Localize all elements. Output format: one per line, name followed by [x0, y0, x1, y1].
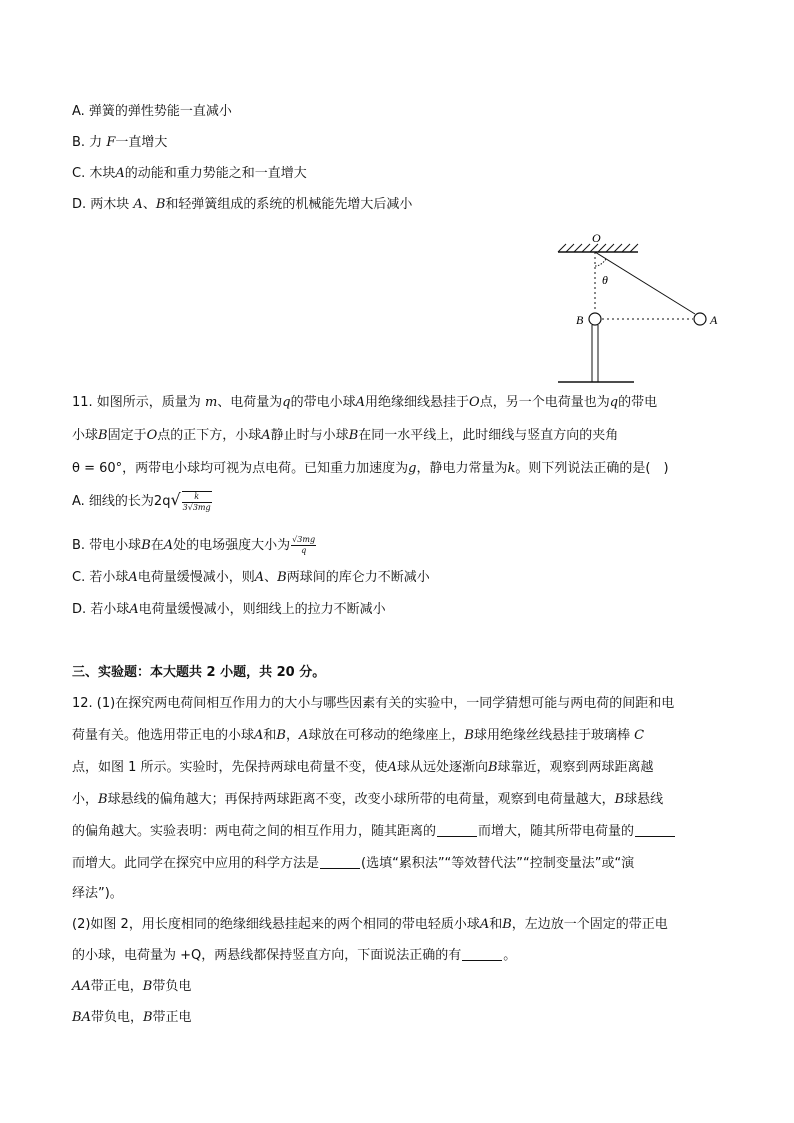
q11-option-b: B. 带电小球B在A处的电场强度大小为 $\frac{√3mg}{q}$ [72, 535, 316, 555]
q12-line-9: 的小球，电荷量为 +Q，两悬线都保持竖直方向，下面说法正确的有 。 [72, 948, 517, 963]
q10-option-d: D. 两木块 A、B和轻弹簧组成的系统的机械能先增大后减小 [72, 197, 413, 212]
q10-option-a: A. 弹簧的弹性势能一直减小 [72, 104, 232, 119]
q11-option-c: C. 若小球A电荷量缓慢减小，则A、B两球间的库仑力不断减小 [72, 570, 430, 585]
answer-blank-3[interactable] [320, 854, 360, 869]
ball-a [694, 313, 706, 325]
q12-line-1: 12. (1)在探究两电荷间相互作用力的大小与哪些因素有关的实验中，一同学猜想可能与两电荷的间距和电 [72, 696, 675, 711]
q12-line-8: (2)如图 2，用长度相同的绝缘细线悬挂起来的两个相同的带电轻质小球A和B，左边放一个固定的带正电 [72, 917, 668, 932]
q11-option-d: D. 若小球A电荷量缓慢减小，则细线上的拉力不断减小 [72, 602, 386, 617]
pendulum-figure [550, 228, 730, 388]
label-o: O [592, 231, 601, 245]
q12-option-b: BA带负电，B带正电 [72, 1010, 192, 1025]
q12-line-6: 而增大。此同学在探究中应用的科学方法是 (选填“累积法”“等效替代法”“控制变量法”或“演 [72, 856, 635, 871]
sqrt-fraction: √ $\frac{k}{3√3mg}$ [170, 490, 211, 512]
q12-line-4: 小，B球悬线的偏角越大；再保持两球距离不变，改变小球所带的电荷量，观察到电荷量越大，B球悬线 [72, 792, 664, 807]
label-b: B [576, 313, 584, 327]
ceiling-hatch [558, 244, 638, 252]
q11-option-a: A. 细线的长为2q√ $\frac{k}{3√3mg}$ [72, 490, 211, 512]
q12-line-3: 点，如图 1 所示。实验时，先保持两球电荷量不变，使A球从远处逐渐向B球靠近，观察到两球距离越 [72, 760, 654, 775]
label-a: A [710, 313, 718, 327]
field-fraction: $\frac{√3mg}{q}$ [292, 535, 316, 555]
section-title: 三、实验题：本大题共 2 小题，共 20 分。 [72, 665, 326, 680]
ball-b [589, 313, 601, 325]
q11-line-1: 11. 如图所示，质量为 m、电荷量为q的带电小球A用绝缘细线悬挂于O点，另一个电荷量也为q的带电 [72, 395, 658, 410]
label-theta: θ [602, 273, 608, 287]
answer-blank-4[interactable] [462, 946, 502, 961]
string-line [595, 252, 695, 314]
q10-option-c: C. 木块A的动能和重力势能之和一直增大 [72, 166, 307, 181]
answer-blank-2[interactable] [635, 822, 675, 837]
q12-line-5: 的偏角越大。实验表明：两电荷之间的相互作用力，随其距离的 而增大，随其所带电荷量的 [72, 822, 676, 842]
q12-option-a: AA带正电，B带负电 [72, 979, 192, 994]
q12-line-2: 荷量有关。他选用带正电的小球A和B，A球放在可移动的绝缘座上，B球用绝缘丝线悬挂于玻璃棒 C [72, 728, 645, 743]
q11-line-3: θ = 60°，两带电小球均可视为点电荷。已知重力加速度为g，静电力常量为k。则下列说法正确的是( ) [72, 461, 669, 476]
q10-option-b: B. 力 F一直增大 [72, 135, 168, 150]
q11-line-2: 小球B固定于O点的正下方，小球A静止时与小球B在同一水平线上，此时细线与竖直方向的夹角 [72, 428, 619, 443]
answer-blank-1[interactable] [437, 822, 477, 837]
angle-arc [595, 259, 606, 266]
q12-line-7: 绎法”)。 [72, 886, 123, 901]
